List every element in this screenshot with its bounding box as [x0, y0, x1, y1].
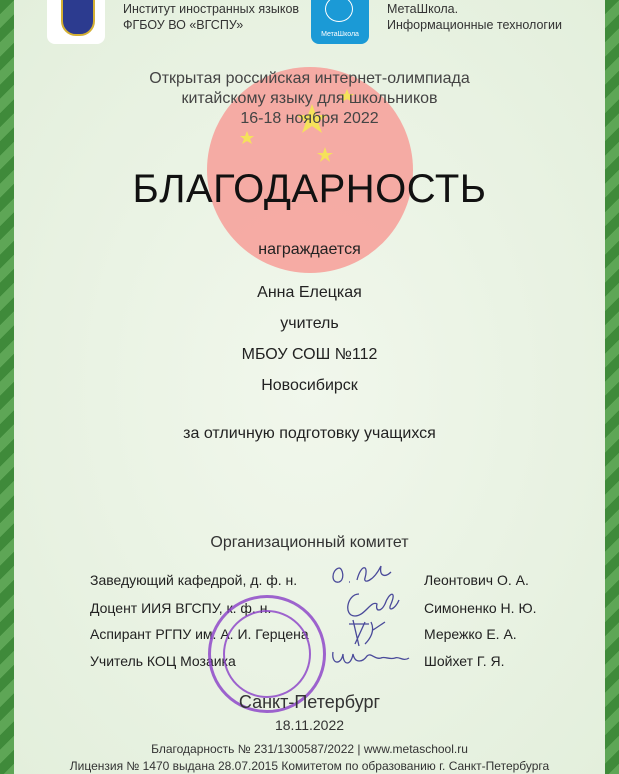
- signature: [333, 566, 391, 582]
- event-line2: китайскому языку для школьников: [181, 90, 438, 107]
- member-role: Аспирант РГПУ им. А. И. Герцена: [90, 626, 309, 642]
- place: Санкт-Петербург: [238, 692, 381, 712]
- committee-title: Организационный комитет: [210, 534, 409, 551]
- signature: [348, 594, 399, 616]
- logo-caption: МетаШкола: [321, 31, 359, 38]
- org2-line1: МетаШкола.: [387, 2, 459, 16]
- recipient-name: Анна Елецкая: [257, 284, 362, 301]
- member-name: Симоненко Н. Ю.: [424, 600, 537, 616]
- certificate-title: БЛАГОДАРНОСТЬ: [132, 167, 487, 211]
- org1-line1: Институт иностранных языков: [123, 2, 300, 16]
- award-reason: за отличную подготовку учащихся: [183, 425, 436, 442]
- member-name: Мережко Е. А.: [424, 626, 517, 642]
- recipient-position: учитель: [280, 315, 339, 332]
- member-name: Леонтович О. А.: [424, 572, 529, 588]
- recipient-school: МБОУ СОШ №112: [241, 346, 378, 363]
- recipient-city: Новосибирск: [261, 377, 358, 394]
- member-name: Шойхет Г. Я.: [424, 653, 505, 669]
- star-icon: [317, 147, 333, 162]
- signature: [349, 620, 385, 646]
- signatures: [325, 560, 415, 675]
- awarded-label: награждается: [258, 241, 361, 258]
- issue-date: 18.11.2022: [274, 717, 345, 733]
- metaschool-logo: [311, 0, 369, 44]
- event-title: [0, 69, 619, 129]
- org1-text: [123, 1, 299, 33]
- event-line1: Открытая российская интернет-олимпиада: [149, 70, 470, 87]
- org2-line2: Информационные технологии: [387, 18, 562, 32]
- signature: [333, 652, 409, 663]
- member-role: Доцент ИИЯ ВГСПУ, к. ф. н.: [90, 600, 272, 616]
- certificate-number: Благодарность № 231/1300587/2022 | www.metaschool.ru: [151, 742, 468, 756]
- org2-text: [387, 1, 562, 33]
- license-info: Лицензия № 1470 выдана 28.07.2015 Комитетом по образованию г. Санкт-Петербурга: [69, 759, 550, 773]
- event-dates: 16-18 ноября 2022: [240, 110, 379, 127]
- university-logo: [47, 0, 105, 44]
- org1-line2: ФГБОУ ВО «ВГСПУ»: [123, 18, 244, 32]
- member-role: Заведующий кафедрой, д. ф. н.: [90, 572, 298, 588]
- star-icon: [240, 131, 254, 144]
- member-role: Учитель КОЦ Мозаика: [90, 653, 236, 669]
